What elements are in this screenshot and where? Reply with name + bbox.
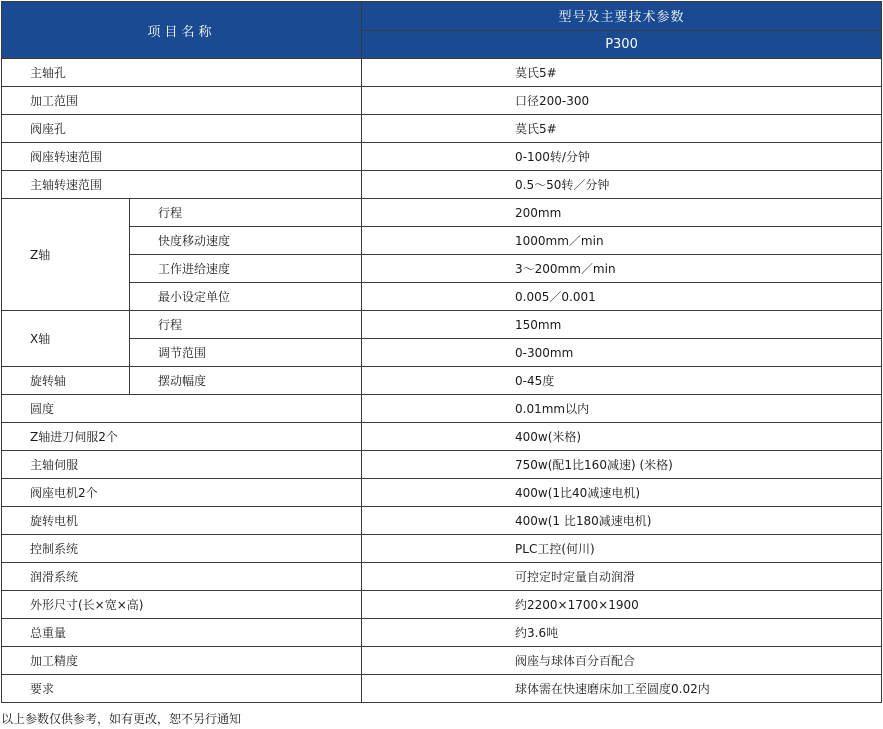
table-row bbox=[2, 199, 882, 227]
sub-label: 调节范围 bbox=[130, 339, 362, 367]
row-label: Z轴进刀伺服2个 bbox=[2, 423, 362, 451]
table-row bbox=[2, 255, 882, 283]
header-model: P300 bbox=[362, 30, 882, 59]
row-label: 主轴转速范围 bbox=[2, 171, 362, 199]
table-row bbox=[2, 59, 882, 87]
row-value: 400w(米格) bbox=[362, 423, 882, 451]
sub-label: 行程 bbox=[130, 199, 362, 227]
table-row bbox=[2, 87, 882, 115]
row-label: 主轴孔 bbox=[2, 59, 362, 87]
row-value: 200mm bbox=[362, 199, 882, 227]
table-row bbox=[2, 535, 882, 563]
row-label: 阀座孔 bbox=[2, 115, 362, 143]
row-label: 加工精度 bbox=[2, 647, 362, 675]
sub-label: 快度移动速度 bbox=[130, 227, 362, 255]
group-label-x-axis: X轴 bbox=[2, 311, 130, 367]
row-label: 阀座转速范围 bbox=[2, 143, 362, 171]
row-label: 控制系统 bbox=[2, 535, 362, 563]
row-label: 阀座电机2个 bbox=[2, 479, 362, 507]
sub-label: 工作进给速度 bbox=[130, 255, 362, 283]
row-value: 1000mm／min bbox=[362, 227, 882, 255]
row-value: 0.5～50转／分钟 bbox=[362, 171, 882, 199]
table-row bbox=[2, 171, 882, 199]
row-label: 总重量 bbox=[2, 619, 362, 647]
row-value: 约3.6吨 bbox=[362, 619, 882, 647]
row-label: 润滑系统 bbox=[2, 563, 362, 591]
table-row bbox=[2, 423, 882, 451]
group-label-rotary-axis: 旋转轴 bbox=[2, 367, 130, 395]
spec-table bbox=[1, 1, 882, 703]
table-row bbox=[2, 143, 882, 171]
table-row bbox=[2, 395, 882, 423]
row-value: 球体需在快速磨床加工至圆度0.02内 bbox=[362, 675, 882, 703]
table-row bbox=[2, 367, 882, 395]
table-row bbox=[2, 507, 882, 535]
table-row bbox=[2, 451, 882, 479]
row-value: 150mm bbox=[362, 311, 882, 339]
sub-label: 最小设定单位 bbox=[130, 283, 362, 311]
spec-table-container bbox=[1, 1, 881, 703]
row-value: 0.01mm以内 bbox=[362, 395, 882, 423]
group-label-z-axis: Z轴 bbox=[2, 199, 130, 311]
table-row bbox=[2, 591, 882, 619]
row-value: 400w(1 比180减速电机) bbox=[362, 507, 882, 535]
row-label: 要求 bbox=[2, 675, 362, 703]
table-row bbox=[2, 479, 882, 507]
table-row bbox=[2, 563, 882, 591]
row-label: 圆度 bbox=[2, 395, 362, 423]
row-value: 莫氏5# bbox=[362, 115, 882, 143]
header-spec-title: 型号及主要技术参数 bbox=[362, 2, 882, 31]
table-row bbox=[2, 115, 882, 143]
row-value: 可控定时定量自动润滑 bbox=[362, 563, 882, 591]
table-row bbox=[2, 283, 882, 311]
row-value: 3～200mm／min bbox=[362, 255, 882, 283]
row-label: 外形尺寸(长×宽×高) bbox=[2, 591, 362, 619]
row-label: 主轴伺服 bbox=[2, 451, 362, 479]
row-value: 400w(1比40减速电机) bbox=[362, 479, 882, 507]
row-label: 加工范围 bbox=[2, 87, 362, 115]
table-row bbox=[2, 227, 882, 255]
sub-label: 摆动幅度 bbox=[130, 367, 362, 395]
row-value: 750w(配1比160减速) (米格) bbox=[362, 451, 882, 479]
row-value: 0-100转/分钟 bbox=[362, 143, 882, 171]
row-value: 0-45度 bbox=[362, 367, 882, 395]
footnote: 以上参数仅供参考，如有更改，恕不另行通知 bbox=[1, 712, 242, 726]
table-row bbox=[2, 339, 882, 367]
row-value: 莫氏5# bbox=[362, 59, 882, 87]
table-row bbox=[2, 311, 882, 339]
table-row bbox=[2, 675, 882, 703]
table-row bbox=[2, 619, 882, 647]
row-value: 0.005／0.001 bbox=[362, 283, 882, 311]
sub-label: 行程 bbox=[130, 311, 362, 339]
row-value: 阀座与球体百分百配合 bbox=[362, 647, 882, 675]
row-value: 0-300mm bbox=[362, 339, 882, 367]
row-value: 口径200-300 bbox=[362, 87, 882, 115]
table-row bbox=[2, 647, 882, 675]
row-value: PLC工控(何川) bbox=[362, 535, 882, 563]
header-item-name: 项目名称 bbox=[2, 2, 362, 59]
row-label: 旋转电机 bbox=[2, 507, 362, 535]
row-value: 约2200×1700×1900 bbox=[362, 591, 882, 619]
